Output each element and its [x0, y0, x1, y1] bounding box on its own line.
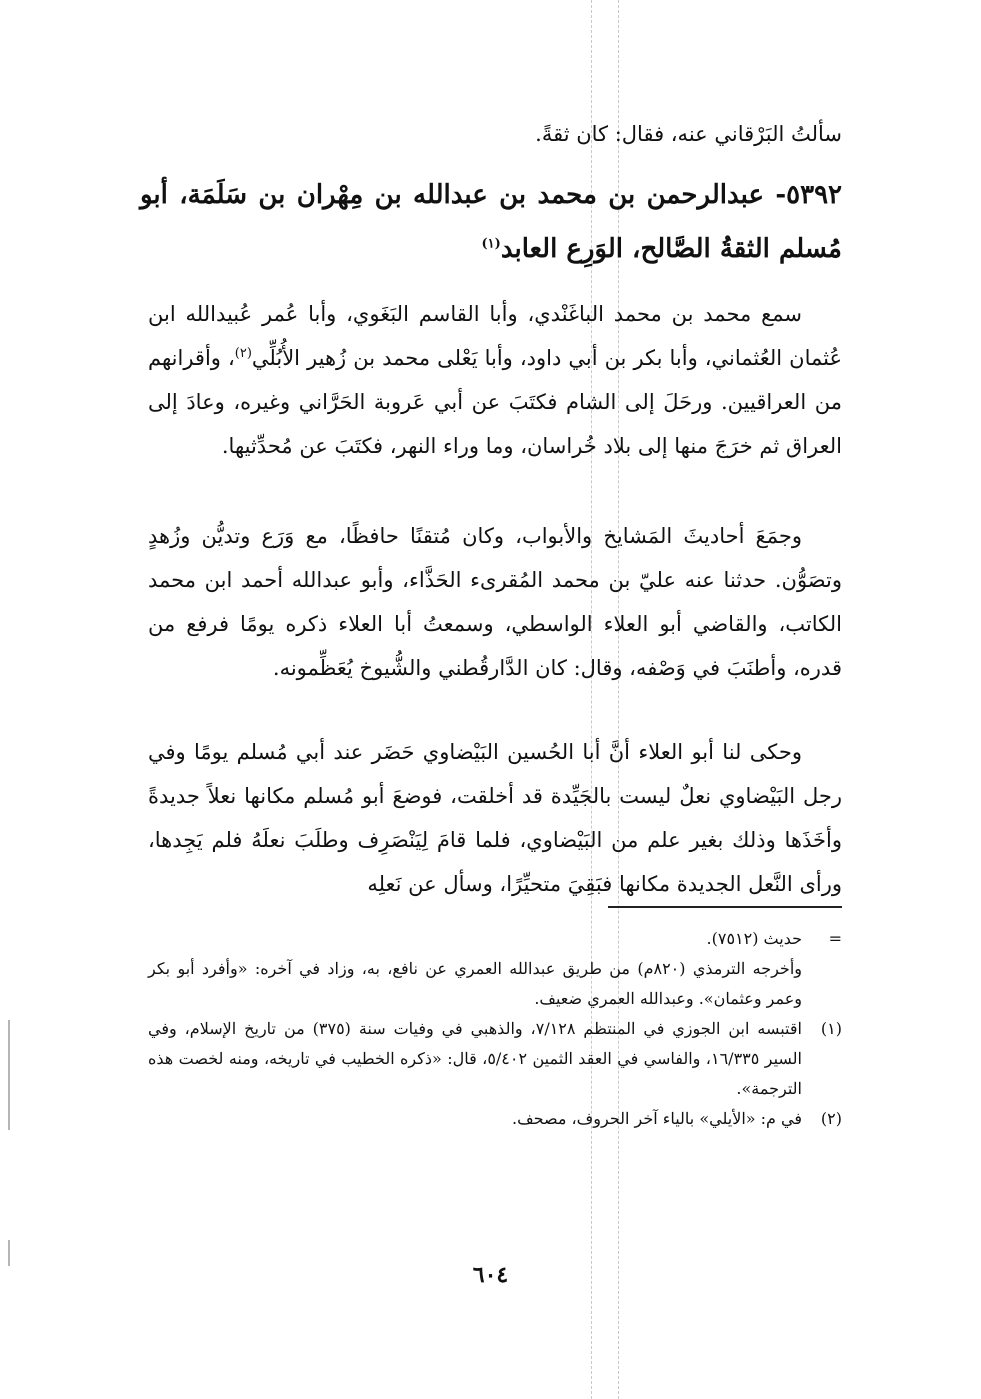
- entry-heading: [140, 168, 842, 276]
- paragraph-2: [148, 514, 842, 690]
- footnote-ref-1: (١): [481, 236, 501, 252]
- footnote-1-mark: (١): [820, 1019, 842, 1038]
- footnote-continuation: [148, 924, 842, 954]
- footnote-2: [148, 1104, 842, 1134]
- scan-edge-mark: [8, 1020, 10, 1130]
- continuation-line: [148, 112, 842, 156]
- footnote-separator: [608, 906, 842, 908]
- entry-number: ٥٣٩٢: [786, 180, 842, 210]
- paragraph-3-text: وحكى لنا أبو العلاء أنَّ أبا الحُسين البَيْضاوي حَضَر عند أبي مُسلم يومًا وفي رجل البَيْضاوي نعلٌ ليست بالجَيِّدة قد أخلقت، فوضعَ أبو مُسلم مكانها نعلاً جديدةً وأخَذَها وذلك بغير علم من البَيْضاوي، فلما قامَ لِيَنْصَرِف وطلَبَ نعلَهُ فلم يَجِدها، ورأى النَّعل الجديدة مكانها فبَقِيَ متحيِّرًا، وسأل عن نَعلِه: [148, 740, 842, 896]
- entry-title-text: - عبدالرحمن بن محمد بن عبدالله بن مِهْران بن سَلَمَة، أبو مُسلم الثقةُ الصَّالح، الوَرِع العابد: [140, 180, 842, 264]
- paragraph-1-text-b: ، وأقرانهم من العراقيين. ورحَلَ إلى الشام فكتَبَ عن أبي عَروبة الحَرَّاني وغيره، وعادَ إلى العراق ثم خرَجَ منها إلى بلاد خُراسان، وما وراء النهر، فكتَبَ عن مُحدِّثيها.: [148, 346, 842, 458]
- paragraph-1-text-a: سمع محمد بن محمد الباغَنْدي، وأبا القاسم البَغَوي، وأبا عُمر عُبيدالله ابن عُثمان العُثماني، وأبا بكر بن أبي داود، وأبا يَعْلى محمد بن زُهير الأُبُلِّي: [148, 302, 843, 370]
- footnote-1-text: اقتبسه ابن الجوزي في المنتظم ٧/١٢٨، والذهبي في وفيات سنة (٣٧٥) من تاريخ الإسلام، وفي السير ١٦/٣٣٥، والفاسي في العقد الثمين ٥/٤٠٢، قال: «ذكره الخطيب في تاريخه، ومنه لخصت هذه الترجمة».: [148, 1019, 803, 1098]
- footnote-1: [148, 1014, 842, 1104]
- footnote-continuation-text: حديث (٧٥١٢).: [706, 929, 802, 948]
- footnote-2-mark: (٢): [820, 1109, 842, 1128]
- page-number: ٦٠٤: [472, 1262, 509, 1288]
- footnote-continuation-mark: =: [828, 929, 842, 948]
- continuation-text: سألتُ البَرْقاني عنه، فقال: كان ثقةً.: [535, 122, 842, 146]
- paragraph-3: [148, 730, 842, 906]
- footnote-continuation-extra: وأخرجه الترمذي (٨٢٠م) من طريق عبدالله العمري عن نافع، به، وزاد في آخره: «وأفرد أبو بكر وعمر وعثمان». وعبدالله العمري ضعيف.: [148, 959, 802, 1008]
- footnotes-section: [148, 924, 842, 1134]
- footnote-2-text: في م: «الأيلي» بالياء آخر الحروف، مصحف.: [512, 1109, 802, 1128]
- paragraph-2-text: وجمَعَ أحاديثَ المَشايخ والأبواب، وكان مُتقنًا حافظًا، مع وَرَع وتديُّن وزُهدٍ وتصَوُّن. حدثنا عنه عليّ بن محمد المُقرىء الحَذَّاء، وأبو عبدالله أحمد ابن محمد الكاتب، والقاضي أبو العلاء الواسطي، وسمعتُ أبا العلاء ذكره يومًا فرفع من قدره، وأطنَبَ في وَصْفه، وقال: كان الدَّارقُطني والشُّيوخ يُعَظِّمونه.: [148, 524, 842, 680]
- paragraph-1: [148, 292, 842, 468]
- footnote-ref-2: (٢): [234, 346, 252, 361]
